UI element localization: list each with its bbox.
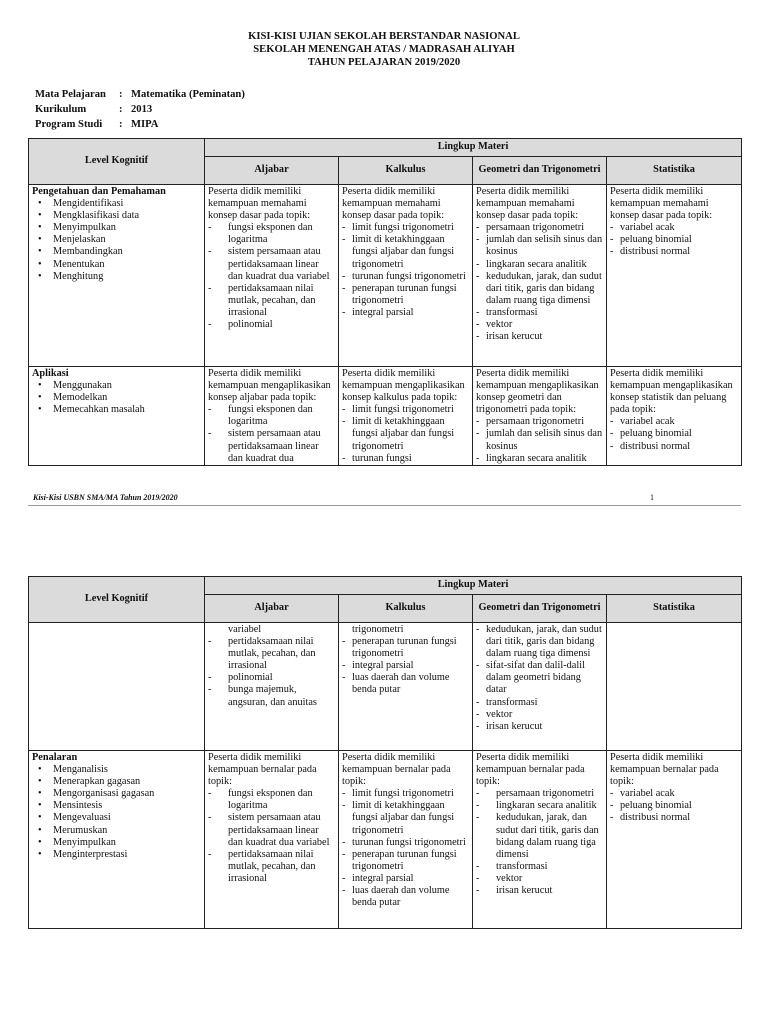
page-footer-text: Kisi-Kisi USBN SMA/MA Tahun 2019/2020 (33, 493, 178, 502)
topic-item: - integral parsial (342, 660, 469, 672)
topic-item: - kedudukan, jarak, dan sudut dari titik, garis dan bidang dalam ruang tiga dimensi (476, 812, 603, 860)
level-cell (29, 751, 205, 929)
table-row-penalaran (29, 751, 742, 929)
level-list (32, 380, 201, 416)
col-header-statistika: Statistika (607, 595, 742, 623)
topic-list (342, 404, 469, 464)
level-list (32, 198, 201, 283)
cell-intro: Peserta didik memiliki kemampuan mengaplikasikan konsep geometri dan trigonometri pada topik: (476, 368, 599, 416)
cell-continuation: trigonometri (352, 624, 404, 635)
title-line-3: TAHUN PELAJARAN 2019/2020 (307, 57, 461, 68)
table-header-row (29, 577, 742, 595)
topic-item: - integral parsial (342, 873, 469, 885)
page-1-table-area (0, 138, 768, 482)
topic-item: - irisan kerucut (476, 331, 603, 343)
level-item: • Menyimpulkan (32, 837, 201, 849)
topic-item: - distribusi normal (610, 246, 738, 258)
cell-intro: Peserta didik memiliki kemampuan mengaplikasikan konsep aljabar pada topik: (208, 368, 331, 404)
level-item: • Menginterprestasi (32, 849, 201, 861)
level-cell (29, 367, 205, 466)
level-title: Aplikasi (32, 368, 69, 379)
level-item: • Mensintesis (32, 800, 201, 812)
topic-item: - persamaan trigonometri (476, 416, 603, 428)
topic-list (208, 222, 335, 331)
topic-item: - luas daerah dan volume benda putar (342, 672, 469, 696)
topic-item: - transformasi (476, 861, 603, 873)
aljabar-cell (205, 751, 339, 929)
table-row-aplikasi (29, 367, 742, 466)
cell-intro: Peserta didik memiliki kemampuan bernalar pada topik: (476, 752, 585, 788)
cell-intro: Peserta didik memiliki kemampuan mengaplikasikan konsep statistik dan peluang pada topik: (610, 368, 733, 416)
topic-item: - irisan kerucut (476, 885, 603, 897)
geometri-cell (473, 751, 607, 929)
cell-intro: Peserta didik memiliki kemampuan bernalar pada topik: (208, 752, 317, 788)
topic-item: - variabel acak (610, 788, 738, 800)
topic-item: - transformasi (476, 307, 603, 319)
geometri-cell (473, 623, 607, 751)
topic-item: - polinomial (208, 319, 335, 331)
geometri-cell (473, 185, 607, 367)
level-title: Pengetahuan dan Pemahaman (32, 186, 166, 197)
topic-item: - irisan kerucut (476, 721, 603, 733)
level-item: • Menggunakan (32, 380, 201, 392)
topic-item: - penerapan turunan fungsi trigonometri (342, 849, 469, 873)
topic-item: - persamaan trigonometri (476, 222, 603, 234)
topic-item: - kedudukan, jarak, dan sudut dari titik, garis dan bidang dalam ruang tiga dimensi (476, 624, 603, 660)
cell-intro: Peserta didik memiliki kemampuan bernalar pada topik: (342, 752, 451, 788)
aljabar-cell (205, 185, 339, 367)
col-header-statistika: Statistika (607, 157, 742, 185)
col-header-aljabar: Aljabar (205, 595, 339, 623)
topic-item: - lingkaran secara analitik (476, 259, 603, 271)
topic-list (610, 222, 738, 258)
aljabar-cell (205, 623, 339, 751)
topic-item: - limit fungsi trigonometri (342, 222, 469, 234)
document-meta (33, 87, 247, 133)
topic-item: - limit fungsi trigonometri (342, 788, 469, 800)
title-line-2: SEKOLAH MENENGAH ATAS / MADRASAH ALIYAH (253, 44, 515, 55)
topic-item: - turunan fungsi (342, 453, 469, 465)
level-item: • Menentukan (32, 259, 201, 271)
col-header-geometri: Geometri dan Trigonometri (473, 595, 607, 623)
topic-item: - fungsi eksponen dan logaritma (208, 788, 335, 812)
topic-list (476, 624, 603, 733)
topic-list (342, 788, 469, 909)
topic-item: - variabel acak (610, 222, 738, 234)
table-row-continuation (29, 623, 742, 751)
topic-list (342, 222, 469, 319)
level-item: • Mengorganisasi gagasan (32, 788, 201, 800)
topic-item: - vektor (476, 873, 603, 885)
level-cell (29, 623, 205, 751)
topic-item: - kedudukan, jarak, dan sudut dari titik, garis dan bidang dalam ruang tiga dimensi (476, 271, 603, 307)
topic-item: - fungsi eksponen dan logaritma (208, 222, 335, 246)
cell-intro: Peserta didik memiliki kemampuan bernalar pada topik: (610, 752, 719, 788)
topic-item: - penerapan turunan fungsi trigonometri (342, 636, 469, 660)
meta-label: Kurikulum (35, 103, 87, 115)
level-item: • Mengklasifikasi data (32, 210, 201, 222)
cell-intro: Peserta didik memiliki kemampuan memahami konsep dasar pada topik: (610, 186, 713, 222)
statistika-cell (607, 751, 742, 929)
cell-intro: Peserta didik memiliki kemampuan mengaplikasikan konsep kalkulus pada topik: (342, 368, 465, 404)
topic-item: - sifat-sifat dan dalil-dalil dalam geometri bidang datar (476, 660, 603, 696)
topic-item: - peluang binomial (610, 234, 738, 246)
topic-item: - limit fungsi trigonometri (342, 404, 469, 416)
meta-separator: : (119, 118, 123, 130)
topic-item: - bunga majemuk, angsuran, dan anuitas (208, 684, 335, 708)
topic-item: - turunan fungsi trigonometri (342, 271, 469, 283)
topic-list (476, 788, 603, 897)
level-item: • Menyimpulkan (32, 222, 201, 234)
topic-item: - variabel acak (610, 416, 738, 428)
table-row-pengetahuan (29, 185, 742, 367)
geometri-cell (473, 367, 607, 466)
statistika-cell (607, 185, 742, 367)
topic-list (476, 222, 603, 343)
topic-list (476, 416, 603, 464)
topic-list (208, 788, 335, 885)
topic-item: - distribusi normal (610, 812, 738, 824)
level-item: • Menjelaskan (32, 234, 201, 246)
kalkulus-cell (339, 751, 473, 929)
topic-list (342, 636, 469, 696)
col-header-level: Level Kognitif (29, 139, 205, 185)
kisi-kisi-table-page-2 (28, 576, 742, 929)
level-list (32, 764, 201, 861)
statistika-cell (607, 623, 742, 751)
level-item: • Menerapkan gagasan (32, 776, 201, 788)
topic-item: - limit di ketakhinggaan fungsi aljabar dan fungsi trigonometri (342, 800, 469, 836)
document-title (0, 30, 768, 69)
topic-list (610, 788, 738, 824)
meta-row-program (35, 119, 245, 132)
topic-item: - pertidaksamaan nilai mutlak, pecahan, dan irrasional (208, 636, 335, 672)
meta-separator: : (119, 89, 123, 100)
topic-list (208, 404, 335, 464)
topic-item: - jumlah dan selisih sinus dan kosinus (476, 234, 603, 258)
meta-value: 2013 (131, 103, 153, 115)
kisi-kisi-table-page-1 (28, 138, 742, 466)
topic-item: - distribusi normal (610, 441, 738, 453)
topic-item: - peluang binomial (610, 800, 738, 812)
meta-row-curriculum (35, 104, 245, 117)
topic-item: - luas daerah dan volume benda putar (342, 885, 469, 909)
topic-item: - peluang binomial (610, 428, 738, 440)
topic-item: - limit di ketakhinggaan fungsi aljabar dan fungsi trigonometri (342, 416, 469, 452)
level-item: • Mengidentifikasi (32, 198, 201, 210)
level-item: • Merumuskan (32, 825, 201, 837)
meta-row-subject (35, 89, 245, 102)
level-cell (29, 185, 205, 367)
topic-item: - pertidaksamaan nilai mutlak, pecahan, dan irrasional (208, 283, 335, 319)
col-header-level: Level Kognitif (29, 577, 205, 623)
kalkulus-cell (339, 185, 473, 367)
topic-item: - transformasi (476, 697, 603, 709)
topic-item: - pertidaksamaan nilai mutlak, pecahan, dan irrasional (208, 849, 335, 885)
topic-item: - limit di ketakhinggaan fungsi aljabar dan fungsi trigonometri (342, 234, 469, 270)
cell-intro: Peserta didik memiliki kemampuan memahami konsep dasar pada topik: (476, 186, 579, 222)
topic-item: - sistem persamaan atau pertidaksamaan linear dan kuadrat dua variabel (208, 246, 335, 282)
topic-item: - lingkaran secara analitik (476, 800, 603, 812)
cell-intro: Peserta didik memiliki kemampuan memahami konsep dasar pada topik: (208, 186, 311, 222)
col-header-scope: Lingkup Materi (205, 577, 742, 595)
meta-label: Mata Pelajaran (35, 89, 106, 100)
statistika-cell (607, 367, 742, 466)
level-item: • Membandingkan (32, 246, 201, 258)
meta-value: MIPA (131, 118, 159, 130)
topic-item: - vektor (476, 709, 603, 721)
topic-item: - lingkaran secara analitik (476, 453, 603, 465)
col-header-geometri: Geometri dan Trigonometri (473, 157, 607, 185)
meta-separator: : (119, 103, 123, 115)
kalkulus-cell (339, 367, 473, 466)
topic-item: - integral parsial (342, 307, 469, 319)
meta-value: Matematika (Peminatan) (131, 89, 245, 100)
page-number: 1 (650, 493, 654, 502)
topic-list (208, 636, 335, 709)
footer-divider (28, 505, 741, 506)
topic-item: - sistem persamaan atau pertidaksamaan linear dan kuadrat dua variabel (208, 812, 335, 848)
col-header-kalkulus: Kalkulus (339, 595, 473, 623)
kalkulus-cell (339, 623, 473, 751)
level-item: • Memecahkan masalah (32, 404, 201, 416)
col-header-aljabar: Aljabar (205, 157, 339, 185)
topic-list (610, 416, 738, 452)
table-header-row (29, 139, 742, 157)
level-title: Penalaran (32, 752, 78, 763)
topic-item: - jumlah dan selisih sinus dan kosinus (476, 428, 603, 452)
level-item: • Menghitung (32, 271, 201, 283)
level-item: • Mengevaluasi (32, 812, 201, 824)
level-item: • Memodelkan (32, 392, 201, 404)
topic-item: - fungsi eksponen dan logaritma (208, 404, 335, 428)
topic-item: - persamaan trigonometri (476, 788, 603, 800)
topic-item: - penerapan turunan fungsi trigonometri (342, 283, 469, 307)
topic-item: - polinomial (208, 672, 335, 684)
cell-intro: Peserta didik memiliki kemampuan memahami konsep dasar pada topik: (342, 186, 445, 222)
meta-label: Program Studi (35, 118, 103, 130)
topic-item: - turunan fungsi trigonometri (342, 837, 469, 849)
cell-continuation: variabel (228, 624, 262, 635)
title-line-1: KISI-KISI UJIAN SEKOLAH BERSTANDAR NASIONAL (248, 31, 520, 42)
topic-item: - vektor (476, 319, 603, 331)
col-header-kalkulus: Kalkulus (339, 157, 473, 185)
col-header-scope: Lingkup Materi (205, 139, 742, 157)
level-item: • Menganalisis (32, 764, 201, 776)
aljabar-cell (205, 367, 339, 466)
topic-item: - sistem persamaan atau pertidaksamaan linear dan kuadrat dua (208, 428, 335, 464)
